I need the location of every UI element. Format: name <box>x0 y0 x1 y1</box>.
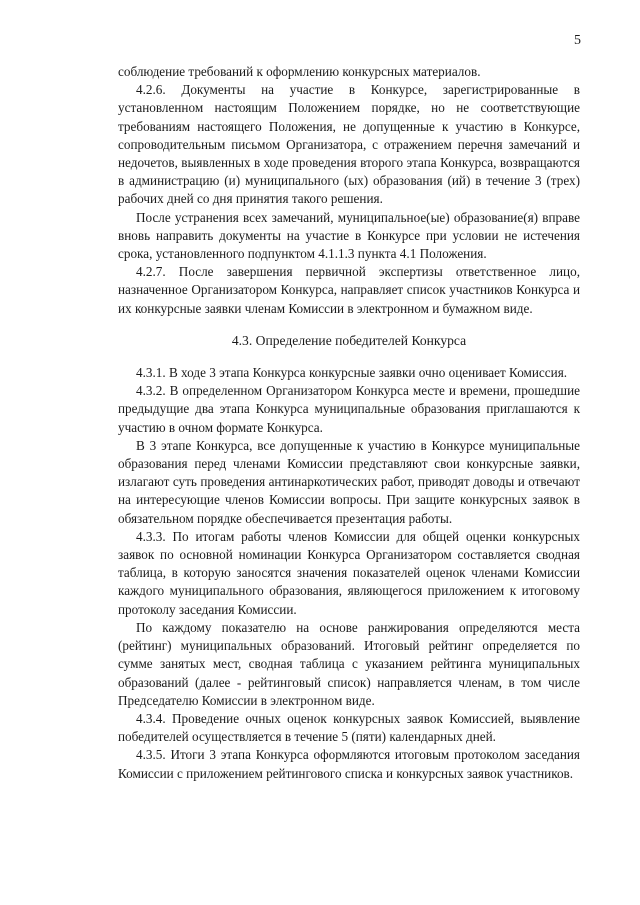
paragraph-4-3-4: 4.3.4. Проведение очных оценок конкурсных заявок Комиссией, выявление победителей осуществляется в течение 5 (пяти) календарных дней. <box>118 710 580 745</box>
paragraph-resubmission: После устранения всех замечаний, муниципальное(ые) образование(я) вправе вновь направить документы на участие в Конкурсе при условии не истечения срока, установленного подпунктом 4.1.1.3 пункта 4.1 Положения. <box>118 209 580 262</box>
paragraph-4-3-2: 4.3.2. В определенном Организатором Конкурса месте и времени, прошедшие предыдущие два этапа Конкурса муниципальные образования приглашаются к участию в очном формате Конкурса. <box>118 383 580 435</box>
document-body <box>118 63 580 783</box>
paragraph-4-2-7: 4.2.7. После завершения первичной экспертизы ответственное лицо, назначенное Организатором Конкурса, направляет список участников Конкурса и их конкурсные заявки членам Комиссии в электронном и бумажном виде. <box>118 264 580 316</box>
paragraph-4-3-5: 4.3.5. Итоги 3 этапа Конкурса оформляются итоговым протоколом заседания Комиссии с приложением рейтингового списка и конкурсных заявок участников. <box>118 747 580 781</box>
section-heading: 4.3. Определение победителей Конкурса <box>231 332 467 348</box>
page-number: 5 <box>574 33 581 48</box>
paragraph-4-3-1: 4.3.1. В ходе 3 этапа Конкурса конкурсные заявки очно оценивает Комиссия. <box>136 365 568 381</box>
paragraph-stage-3: В 3 этапе Конкурса, все допущенные к участию в Конкурсе муниципальные образования перед членами Комиссии представляют свои конкурсные заявки, излагают суть проведения антинаркотических работ, приводят доводы и отвечают на интересующие членов Комиссии вопросы. При защите конкурсных заявок в обязательном порядке обеспечивается презентация работы. <box>118 437 580 526</box>
paragraph-rating: По каждому показателю на основе ранжирования определяются места (рейтинг) муниципальных образований. Итоговый рейтинг определяется по сумме занятых мест, сводная таблица с указанием рейтинга муниципальных образований (далее - рейтинговый список) направляется членам, в том числе Председателю Комиссии в электронном виде. <box>118 619 580 708</box>
paragraph-4-2-6: 4.2.6. Документы на участие в Конкурсе, зарегистрированные в установленном настоящим Положением порядке, но не соответствующие требованиям настоящего Положения, не допущенные к участию в Конкурсе, сопроводительным письмом Организатора, с отражением перечня замечаний и недочетов, выявленных в ходе проведения второго этапа Конкурса, возвращаются в администрацию (и) муниципального (ых) образования (ий) в течение 3 (трех) рабочих дней со дня принятия такого решения. <box>118 82 580 207</box>
paragraph-continuation: соблюдение требований к оформлению конкурсных материалов. <box>118 64 481 79</box>
paragraph-4-3-3: 4.3.3. По итогам работы членов Комиссии для общей оценки конкурсных заявок по основной номинации Конкурса Организатором составляется сводная таблица, в которую заносятся значения показателей оценок членами Комиссии каждого муниципального образования, являющегося приложением к итоговому протоколу заседания Комиссии. <box>118 528 580 617</box>
